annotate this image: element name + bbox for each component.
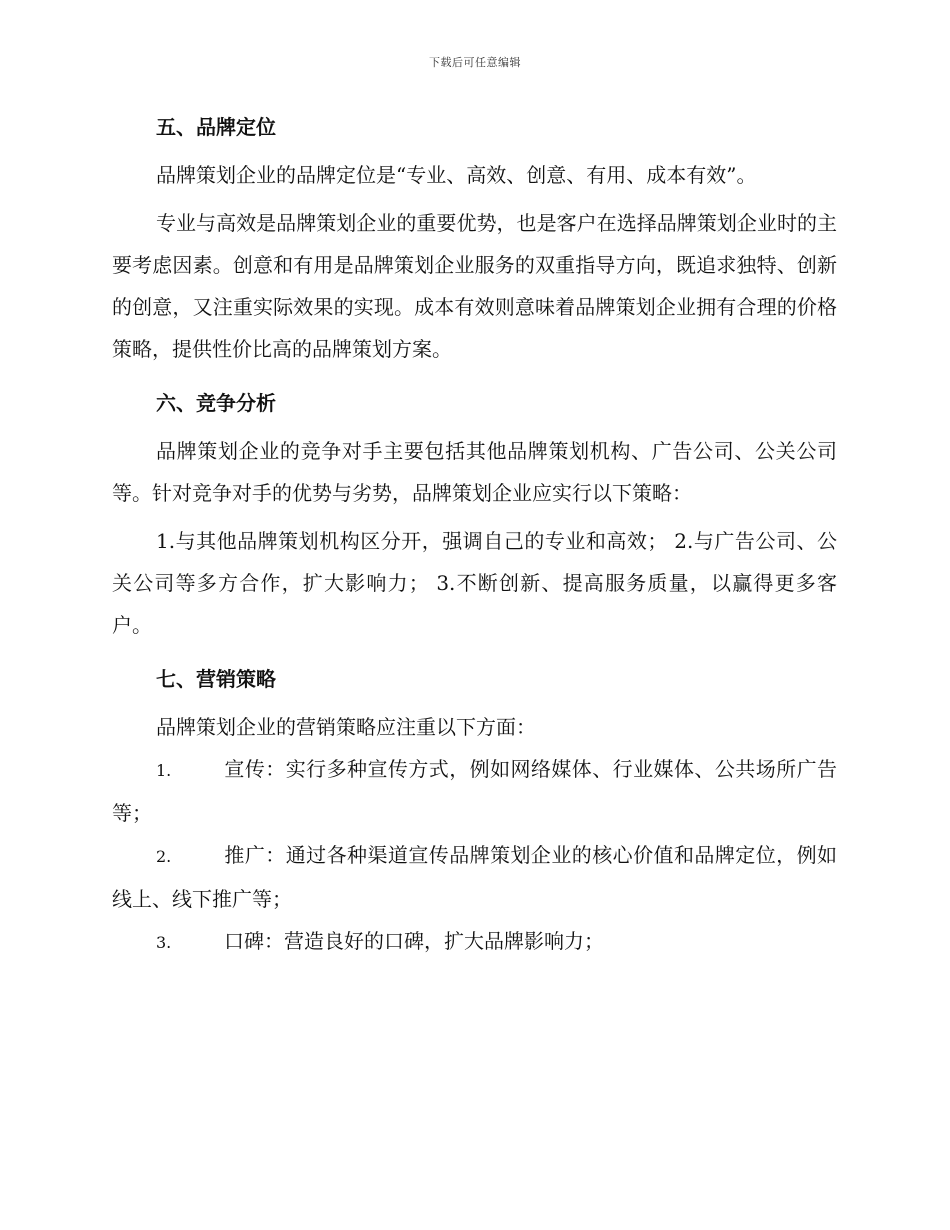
- paragraph: 专业与高效是品牌策划企业的重要优势，也是客户在选择品牌策划企业时的主要考虑因素。创意和有用是品牌策划企业服务的双重指导方向，既追求独特、创新的创意，又注重实际效果的实现。成本有效则意味着品牌策划企业拥有合理的价格策略，提供性价比高的品牌策划方案。: [112, 211, 837, 361]
- section-heading-brand-positioning: 五、品牌定位: [156, 115, 276, 139]
- paragraph: 品牌策划企业的竞争对手主要包括其他品牌策划机构、广告公司、公关公司等。针对竞争对手的优势与劣势，品牌策划企业应实行以下策略：: [112, 439, 837, 505]
- section-heading-competition-analysis: 六、竞争分析: [156, 391, 276, 415]
- page-header: 下载后可任意编辑: [429, 56, 521, 69]
- list-item: [112, 920, 837, 964]
- list-number: 1.: [156, 761, 172, 780]
- list-item: [112, 834, 837, 920]
- paragraph: 1.与其他品牌策划机构区分开，强调自己的专业和高效； 2.与广告公司、公关公司等多方合作，扩大影响力； 3.不断创新、提高服务质量，以赢得更多客户。: [112, 529, 837, 637]
- list-text: 推广：通过各种渠道宣传品牌策划企业的核心价值和品牌定位，例如线上、线下推广等；: [112, 843, 837, 911]
- list-text: 口碑：营造良好的口碑，扩大品牌影响力；: [224, 929, 604, 953]
- paragraph: 品牌策划企业的品牌定位是“专业、高效、创意、有用、成本有效”。: [156, 163, 757, 187]
- list-number: 3.: [156, 933, 172, 952]
- list-item: [112, 748, 837, 834]
- paragraph: 品牌策划企业的营销策略应注重以下方面：: [156, 715, 536, 739]
- document-body: [112, 108, 837, 964]
- list-number: 2.: [156, 847, 172, 866]
- section-heading-marketing-strategy: 七、营销策略: [156, 667, 276, 691]
- list-text: 宣传：实行多种宣传方式，例如网络媒体、行业媒体、公共场所广告等；: [112, 757, 837, 825]
